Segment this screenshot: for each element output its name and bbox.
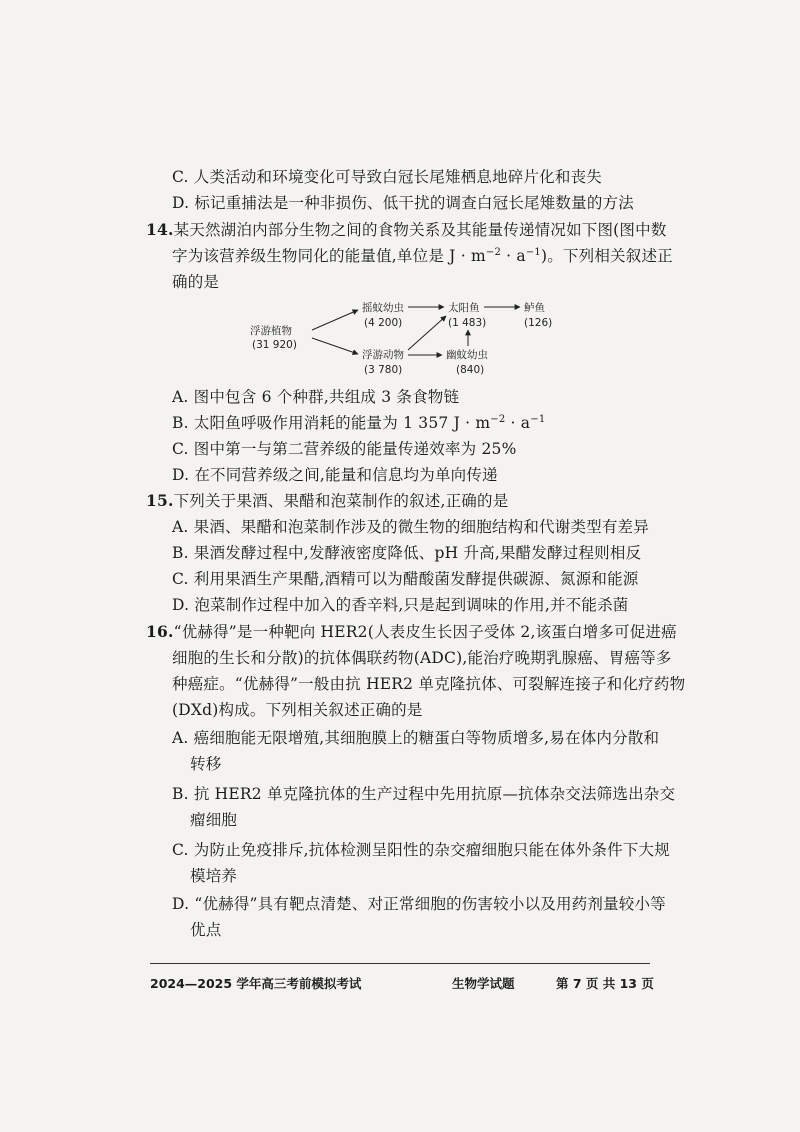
q13-option-d: D. 标记重捕法是一种非损伤、低干扰的调查白冠长尾雉数量的方法	[172, 194, 634, 212]
q14-number: 14.	[146, 220, 174, 239]
footer-subject: 生物学试题	[452, 976, 515, 991]
q16-stem-line3: 种癌症。“优赫得”一般由抗 HER2 单克隆抗体、可裂解连接子和化疗药物	[172, 675, 686, 693]
q15-option-c: C. 利用果酒生产果醋,酒精可以为醋酸菌发酵提供碳源、氮源和能源	[172, 570, 639, 588]
q14-option-b-text: B. 太阳鱼呼吸作用消耗的能量为 1 357 J · m	[172, 414, 491, 432]
q14-stem-text1: 某天然湖泊内部分生物之间的食物关系及其能量传递情况如下图(图中数	[173, 221, 667, 239]
q16-option-c-line2: 模培养	[190, 867, 238, 885]
q16-stem-text1: “优赫得”是一种靶向 HER2(人表皮生长因子受体 2,该蛋白增多可促进癌	[173, 623, 677, 641]
q16-option-b-line1: B. 抗 HER2 单克隆抗体的生产过程中先用抗原—抗体杂交法筛选出杂交	[172, 785, 676, 803]
q14-stem-line3: 确的是	[172, 273, 220, 291]
q16-stem-line2: 细胞的生长和分散)的抗体偶联药物(ADC),能治疗晚期乳腺癌、胃癌等多	[172, 649, 672, 667]
q16-stem-line4: (DXd)构成。下列相关叙述正确的是	[172, 701, 423, 719]
footer-page-number: 第 7 页 共 13 页	[556, 976, 654, 991]
q14-option-b-sup2: −1	[530, 413, 546, 425]
q16-option-a-line1: A. 癌细胞能无限增殖,其细胞膜上的糖蛋白等物质增多,易在体内分散和	[172, 729, 660, 747]
q14-option-c: C. 图中第一与第二营养级的能量传递效率为 25%	[172, 440, 517, 458]
node-mosquito-larva-value: (4 200)	[364, 317, 403, 329]
node-mosquito-larva: 摇蚊幼虫	[362, 302, 404, 314]
q16-option-d-line2: 优点	[190, 921, 222, 939]
q16-option-b-line2: 瘤细胞	[190, 811, 238, 829]
node-zooplankton: 浮游动物	[362, 349, 404, 361]
node-phytoplankton-value: (31 920)	[252, 339, 297, 351]
arrow-zooplankton-to-sunfish	[408, 316, 446, 350]
node-sunfish-value: (1 483)	[448, 317, 487, 329]
q14-option-a: A. 图中包含 6 个种群,共组成 3 条食物链	[172, 388, 460, 406]
q15-option-a: A. 果酒、果醋和泡菜制作涉及的微生物的细胞结构和代谢类型有差异	[172, 518, 649, 536]
node-phantom-larva: 幽蚊幼虫	[446, 349, 488, 361]
q16-option-d-line1: D. “优赫得”具有靶点清楚、对正常细胞的伤害较小以及用药剂量较小等	[172, 895, 666, 913]
q15-option-d: D. 泡菜制作过程中加入的香辛料,只是起到调味的作用,并不能杀菌	[172, 596, 629, 614]
q14-stem-line2	[172, 245, 673, 267]
q15-option-b: B. 果酒发酵过程中,发酵液密度降低、pH 升高,果醋发酵过程则相反	[172, 544, 642, 562]
q14-stem-text2b: · a	[501, 247, 526, 265]
q14-option-b-sup1: −2	[490, 413, 506, 425]
footer-divider	[150, 963, 650, 964]
q14-stem-line1	[146, 219, 667, 241]
q16-option-a-line2: 转移	[190, 755, 222, 773]
node-zooplankton-value: (3 780)	[364, 364, 403, 376]
q14-option-b-text2: · a	[505, 414, 531, 432]
node-perch-value: (126)	[524, 317, 553, 329]
q14-stem-sup1: −2	[485, 246, 502, 258]
q16-stem-line1	[146, 621, 677, 643]
arrow-phyto-to-zooplankton	[312, 338, 358, 354]
q16-number: 16.	[146, 622, 174, 641]
q16-option-c-line1: C. 为防止免疫排斥,抗体检测呈阳性的杂交瘤细胞只能在体外条件下大规	[172, 841, 670, 859]
q15-stem-text: 下列关于果酒、果醋和泡菜制作的叙述,正确的是	[173, 492, 509, 510]
food-web-diagram	[250, 300, 570, 380]
node-phytoplankton: 浮游植物	[250, 325, 292, 337]
q15-stem	[146, 490, 508, 512]
node-sunfish: 太阳鱼	[448, 302, 480, 314]
q14-option-b	[172, 412, 545, 434]
q13-option-c: C. 人类活动和环境变化可导致白冠长尾雉栖息地碎片化和丧失	[172, 168, 602, 186]
q14-stem-text2a: 字为该营养级生物同化的能量值,单位是 J · m	[172, 247, 486, 265]
q14-option-d: D. 在不同营养级之间,能量和信息均为单向传递	[172, 466, 498, 484]
q14-stem-text2c: )。下列相关叙述正	[541, 247, 673, 265]
footer-exam-title: 2024—2025 学年高三考前模拟考试	[150, 976, 362, 991]
node-perch: 鲈鱼	[524, 302, 545, 314]
q14-stem-sup2: −1	[525, 246, 541, 258]
node-phantom-larva-value: (840)	[456, 364, 485, 376]
q15-number: 15.	[146, 491, 174, 510]
arrow-phyto-to-mosquito	[312, 310, 358, 330]
